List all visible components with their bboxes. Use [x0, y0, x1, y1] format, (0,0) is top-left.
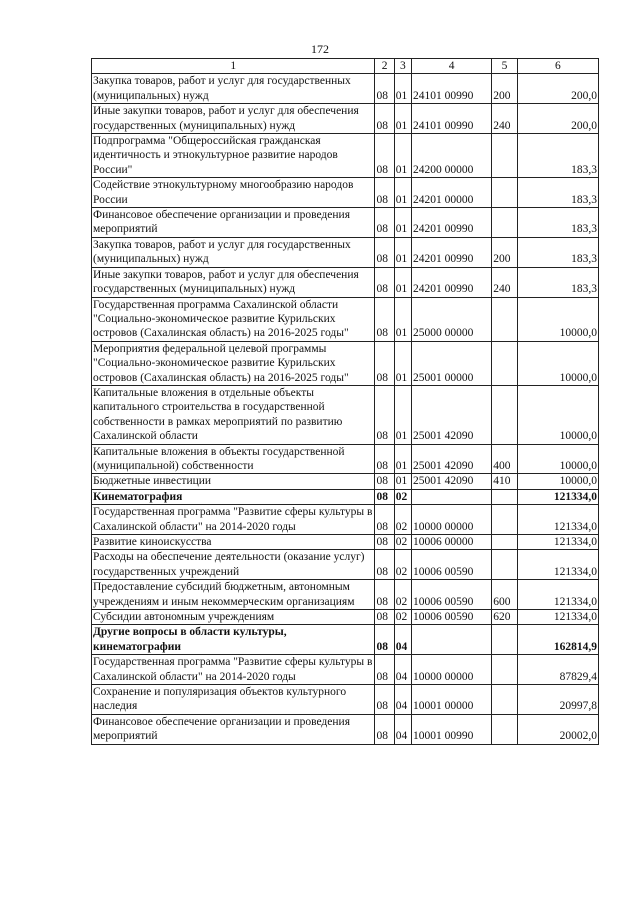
- expense-type-cell: 620: [492, 610, 517, 625]
- subsection-code-cell: 04: [394, 655, 411, 685]
- amount-cell: 200,0: [517, 104, 598, 134]
- subsection-code-cell: 01: [394, 134, 411, 178]
- row-name-cell: Кинематография: [92, 489, 375, 504]
- column-header: 4: [412, 59, 492, 74]
- section-code-cell: 08: [375, 489, 394, 504]
- section-code-cell: 08: [375, 685, 394, 715]
- target-article-cell: 24201 00990: [412, 267, 492, 297]
- section-code-cell: 08: [375, 178, 394, 208]
- subsection-code-cell: 02: [394, 489, 411, 504]
- expense-type-cell: 240: [492, 104, 517, 134]
- target-article-cell: 10006 00590: [412, 610, 492, 625]
- table-row: [92, 685, 599, 715]
- target-article-cell: 24101 00990: [412, 104, 492, 134]
- row-name-cell: Государственная программа "Развитие сферы культуры в Сахалинской области" на 2014-2020 годы: [92, 505, 375, 535]
- target-article-cell: 24201 00990: [412, 208, 492, 238]
- section-code-cell: 08: [375, 505, 394, 535]
- amount-cell: 10000,0: [517, 444, 598, 474]
- row-name-cell: Иные закупки товаров, работ и услуг для обеспечения государственных (муниципальных) нужд: [92, 267, 375, 297]
- amount-cell: 121334,0: [517, 505, 598, 535]
- page-number: 172: [311, 42, 329, 56]
- table-row: [92, 134, 599, 178]
- amount-cell: 121334,0: [517, 535, 598, 550]
- target-article-cell: [412, 489, 492, 504]
- expense-type-cell: 600: [492, 580, 517, 610]
- subsection-code-cell: 04: [394, 625, 411, 655]
- amount-cell: 183,3: [517, 237, 598, 267]
- subsection-code-cell: 01: [394, 297, 411, 341]
- row-name-cell: Развитие киноискусства: [92, 535, 375, 550]
- budget-table: [91, 58, 599, 745]
- row-name-cell: Мероприятия федеральной целевой программы "Социально-экономическое развитие Курильских островов (Сахалинская область) на 2016-2025 годы": [92, 341, 375, 385]
- table-row: [92, 580, 599, 610]
- column-header: 2: [375, 59, 394, 74]
- table-row: [92, 297, 599, 341]
- amount-cell: 121334,0: [517, 580, 598, 610]
- target-article-cell: 24200 00000: [412, 134, 492, 178]
- target-article-cell: [412, 625, 492, 655]
- row-name-cell: Предоставление субсидий бюджетным, автономным учреждениям и иным некоммерческим организациям: [92, 580, 375, 610]
- amount-cell: 10000,0: [517, 385, 598, 444]
- table-row: [92, 610, 599, 625]
- table-row: [92, 505, 599, 535]
- table-header-row: [92, 59, 599, 74]
- expense-type-cell: [492, 178, 517, 208]
- section-code-cell: 08: [375, 535, 394, 550]
- table-row: [92, 444, 599, 474]
- table-row: [92, 655, 599, 685]
- expense-type-cell: [492, 625, 517, 655]
- amount-cell: 183,3: [517, 208, 598, 238]
- section-code-cell: 08: [375, 474, 394, 489]
- subsection-code-cell: 01: [394, 104, 411, 134]
- expense-type-cell: [492, 134, 517, 178]
- subsection-code-cell: 01: [394, 74, 411, 104]
- expense-type-cell: [492, 208, 517, 238]
- expense-type-cell: 240: [492, 267, 517, 297]
- section-code-cell: 08: [375, 444, 394, 474]
- subsection-code-cell: 04: [394, 714, 411, 744]
- subsection-code-cell: 01: [394, 474, 411, 489]
- amount-cell: 10000,0: [517, 297, 598, 341]
- subsection-code-cell: 02: [394, 610, 411, 625]
- section-code-cell: 08: [375, 237, 394, 267]
- expense-type-cell: [492, 655, 517, 685]
- target-article-cell: 10006 00000: [412, 535, 492, 550]
- amount-cell: 183,3: [517, 267, 598, 297]
- target-article-cell: 24201 00990: [412, 237, 492, 267]
- target-article-cell: 24201 00000: [412, 178, 492, 208]
- table-row: [92, 104, 599, 134]
- amount-cell: 121334,0: [517, 489, 598, 504]
- expense-type-cell: [492, 550, 517, 580]
- row-name-cell: Закупка товаров, работ и услуг для государственных (муниципальных) нужд: [92, 74, 375, 104]
- row-name-cell: Закупка товаров, работ и услуг для государственных (муниципальных) нужд: [92, 237, 375, 267]
- section-code-cell: 08: [375, 74, 394, 104]
- subsection-code-cell: 01: [394, 385, 411, 444]
- target-article-cell: 10006 00590: [412, 550, 492, 580]
- table-row: [92, 714, 599, 744]
- expense-type-cell: [492, 505, 517, 535]
- amount-cell: 200,0: [517, 74, 598, 104]
- expense-type-cell: [492, 341, 517, 385]
- target-article-cell: 10000 00000: [412, 505, 492, 535]
- amount-cell: 10000,0: [517, 341, 598, 385]
- row-name-cell: Государственная программа "Развитие сферы культуры в Сахалинской области" на 2014-2020 годы: [92, 655, 375, 685]
- section-code-cell: 08: [375, 208, 394, 238]
- table-row: [92, 237, 599, 267]
- subsection-code-cell: 02: [394, 550, 411, 580]
- expense-type-cell: [492, 297, 517, 341]
- target-article-cell: 25001 00000: [412, 341, 492, 385]
- expense-type-cell: [492, 685, 517, 715]
- subsection-code-cell: 01: [394, 341, 411, 385]
- subsection-code-cell: 01: [394, 444, 411, 474]
- section-code-cell: 08: [375, 714, 394, 744]
- section-code-cell: 08: [375, 625, 394, 655]
- section-code-cell: 08: [375, 297, 394, 341]
- expense-type-cell: [492, 385, 517, 444]
- target-article-cell: 25001 42090: [412, 385, 492, 444]
- table-row: [92, 208, 599, 238]
- table-row: [92, 474, 599, 489]
- subsection-code-cell: 02: [394, 505, 411, 535]
- expense-type-cell: [492, 535, 517, 550]
- section-code-cell: 08: [375, 104, 394, 134]
- section-code-cell: 08: [375, 267, 394, 297]
- row-name-cell: Расходы на обеспечение деятельности (оказание услуг) государственных учреждений: [92, 550, 375, 580]
- row-name-cell: Финансовое обеспечение организации и проведения мероприятий: [92, 714, 375, 744]
- subsection-code-cell: 01: [394, 178, 411, 208]
- column-header: 1: [92, 59, 375, 74]
- row-name-cell: Субсидии автономным учреждениям: [92, 610, 375, 625]
- target-article-cell: 10001 00000: [412, 685, 492, 715]
- target-article-cell: 10000 00000: [412, 655, 492, 685]
- row-name-cell: Капитальные вложения в объекты государственной (муниципальной) собственности: [92, 444, 375, 474]
- table-row: [92, 178, 599, 208]
- target-article-cell: 24101 00990: [412, 74, 492, 104]
- row-name-cell: Подпрограмма "Общероссийская гражданская идентичность и этнокультурное развитие народов России": [92, 134, 375, 178]
- section-code-cell: 08: [375, 610, 394, 625]
- column-header: 3: [394, 59, 411, 74]
- row-name-cell: Бюджетные инвестиции: [92, 474, 375, 489]
- row-name-cell: Капитальные вложения в отдельные объекты капитального строительства в государственной собственности в рамках мероприятий по развитию Сахалинской области: [92, 385, 375, 444]
- target-article-cell: 25000 00000: [412, 297, 492, 341]
- amount-cell: 183,3: [517, 134, 598, 178]
- target-article-cell: 10006 00590: [412, 580, 492, 610]
- table-row: [92, 535, 599, 550]
- expense-type-cell: 400: [492, 444, 517, 474]
- amount-cell: 20002,0: [517, 714, 598, 744]
- amount-cell: 162814,9: [517, 625, 598, 655]
- row-name-cell: Сохранение и популяризация объектов культурного наследия: [92, 685, 375, 715]
- row-name-cell: Государственная программа Сахалинской области "Социально-экономическое развитие Курильских островов (Сахалинская область) на 2016-2025 годы": [92, 297, 375, 341]
- section-code-cell: 08: [375, 580, 394, 610]
- table-row: [92, 489, 599, 504]
- subsection-code-cell: 04: [394, 685, 411, 715]
- table-row: [92, 74, 599, 104]
- amount-cell: 87829,4: [517, 655, 598, 685]
- section-code-cell: 08: [375, 385, 394, 444]
- table-row: [92, 550, 599, 580]
- amount-cell: 121334,0: [517, 550, 598, 580]
- section-code-cell: 08: [375, 134, 394, 178]
- expense-type-cell: [492, 714, 517, 744]
- subsection-code-cell: 02: [394, 580, 411, 610]
- table-row: [92, 267, 599, 297]
- target-article-cell: 25001 42090: [412, 444, 492, 474]
- column-header: 5: [492, 59, 517, 74]
- subsection-code-cell: 01: [394, 237, 411, 267]
- subsection-code-cell: 01: [394, 267, 411, 297]
- target-article-cell: 10001 00990: [412, 714, 492, 744]
- amount-cell: 20997,8: [517, 685, 598, 715]
- amount-cell: 10000,0: [517, 474, 598, 489]
- subsection-code-cell: 01: [394, 208, 411, 238]
- column-header: 6: [517, 59, 598, 74]
- row-name-cell: Другие вопросы в области культуры, кинематографии: [92, 625, 375, 655]
- expense-type-cell: 410: [492, 474, 517, 489]
- amount-cell: 183,3: [517, 178, 598, 208]
- target-article-cell: 25001 42090: [412, 474, 492, 489]
- table-row: [92, 385, 599, 444]
- expense-type-cell: 200: [492, 237, 517, 267]
- amount-cell: 121334,0: [517, 610, 598, 625]
- section-code-cell: 08: [375, 550, 394, 580]
- table-row: [92, 625, 599, 655]
- section-code-cell: 08: [375, 341, 394, 385]
- row-name-cell: Содействие этнокультурному многообразию народов России: [92, 178, 375, 208]
- subsection-code-cell: 02: [394, 535, 411, 550]
- expense-type-cell: 200: [492, 74, 517, 104]
- section-code-cell: 08: [375, 655, 394, 685]
- row-name-cell: Финансовое обеспечение организации и проведения мероприятий: [92, 208, 375, 238]
- expense-type-cell: [492, 489, 517, 504]
- table-row: [92, 341, 599, 385]
- row-name-cell: Иные закупки товаров, работ и услуг для обеспечения государственных (муниципальных) нужд: [92, 104, 375, 134]
